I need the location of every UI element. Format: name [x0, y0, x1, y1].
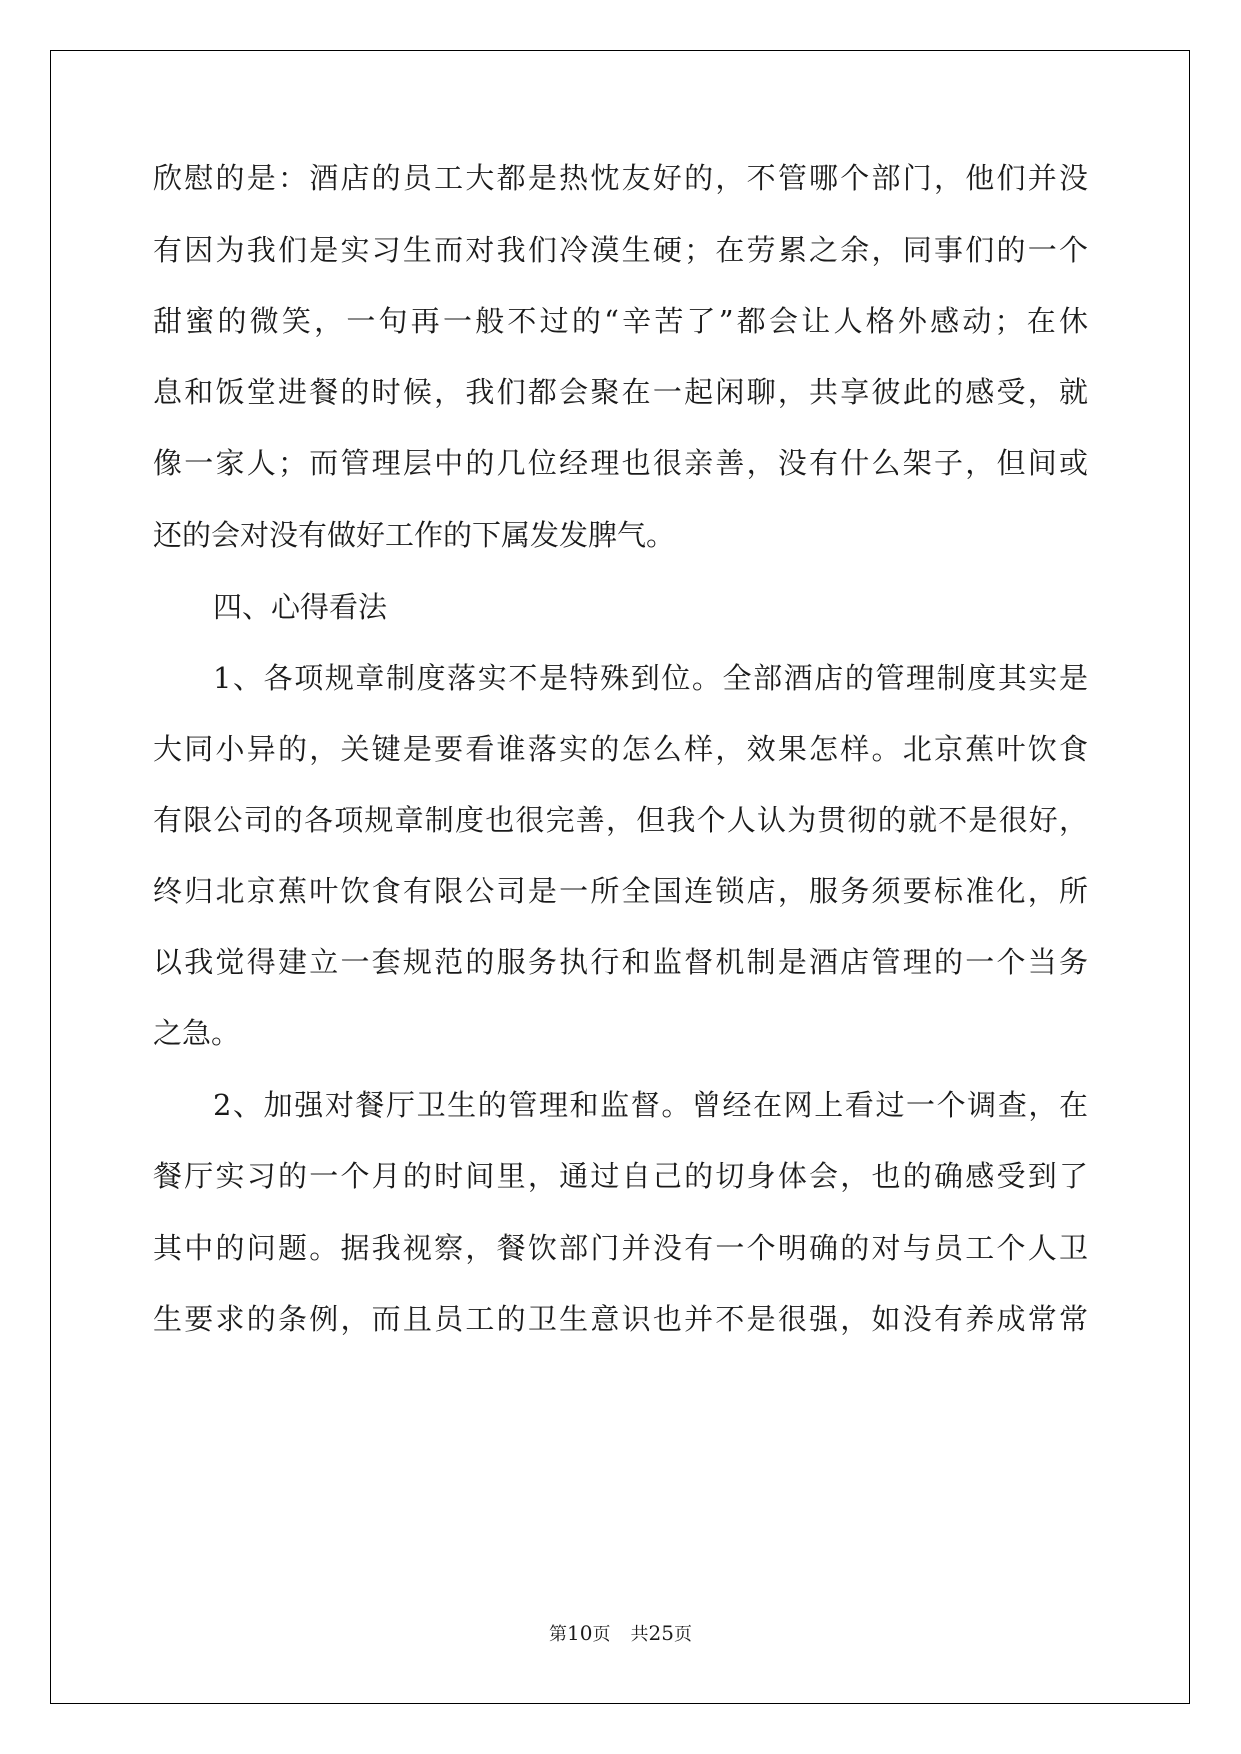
page-number: 10	[567, 1621, 593, 1645]
text-line: 1、各项规章制度落实不是特殊到位。全部酒店的管理制度其实是	[213, 661, 1088, 695]
total-pages: 25	[648, 1621, 674, 1645]
text-line: 终归北京蕉叶饮食有限公司是一所全国连锁店，服务须要标准化，所	[153, 874, 1088, 908]
page-footer	[0, 1622, 1241, 1646]
text-line: 欣慰的是：酒店的员工大都是热忱友好的，不管哪个部门，他们并没	[153, 161, 1088, 195]
total-label-prefix: 共	[630, 1624, 649, 1645]
text-line: 大同小异的，关键是要看谁落实的怎么样，效果怎样。北京蕉叶饮食	[153, 732, 1088, 766]
text-line: 2、加强对餐厅卫生的管理和监督。曾经在网上看过一个调查，在	[213, 1088, 1088, 1122]
section-heading: 四、心得看法	[213, 590, 388, 624]
text-line: 还的会对没有做好工作的下属发发脾气。	[153, 518, 676, 552]
text-line: 甜蜜的微笑，一句再一般不过的“辛苦了”都会让人格外感动；在休	[153, 304, 1088, 338]
text-line: 其中的问题。据我视察，餐饮部门并没有一个明确的对与员工个人卫	[153, 1231, 1088, 1265]
text-line: 有因为我们是实习生而对我们冷漠生硬；在劳累之余，同事们的一个	[153, 233, 1088, 267]
text-line: 有限公司的各项规章制度也很完善，但我个人认为贯彻的就不是很好，	[153, 803, 1088, 837]
text-line: 之急。	[153, 1016, 241, 1050]
text-line: 像一家人；而管理层中的几位经理也很亲善，没有什么架子，但间或	[153, 446, 1088, 480]
text-line: 生要求的条例，而且员工的卫生意识也并不是很强，如没有养成常常	[153, 1302, 1088, 1336]
text-line: 以我觉得建立一套规范的服务执行和监督机制是酒店管理的一个当务	[153, 945, 1088, 979]
total-label-suffix: 页	[673, 1624, 692, 1645]
text-line: 餐厅实习的一个月的时间里，通过自己的切身体会，也的确感受到了	[153, 1159, 1088, 1193]
text-line: 息和饭堂进餐的时候，我们都会聚在一起闲聊，共享彼此的感受，就	[153, 375, 1088, 409]
page-label-prefix: 第	[549, 1624, 568, 1645]
page-label-suffix: 页	[592, 1624, 611, 1645]
